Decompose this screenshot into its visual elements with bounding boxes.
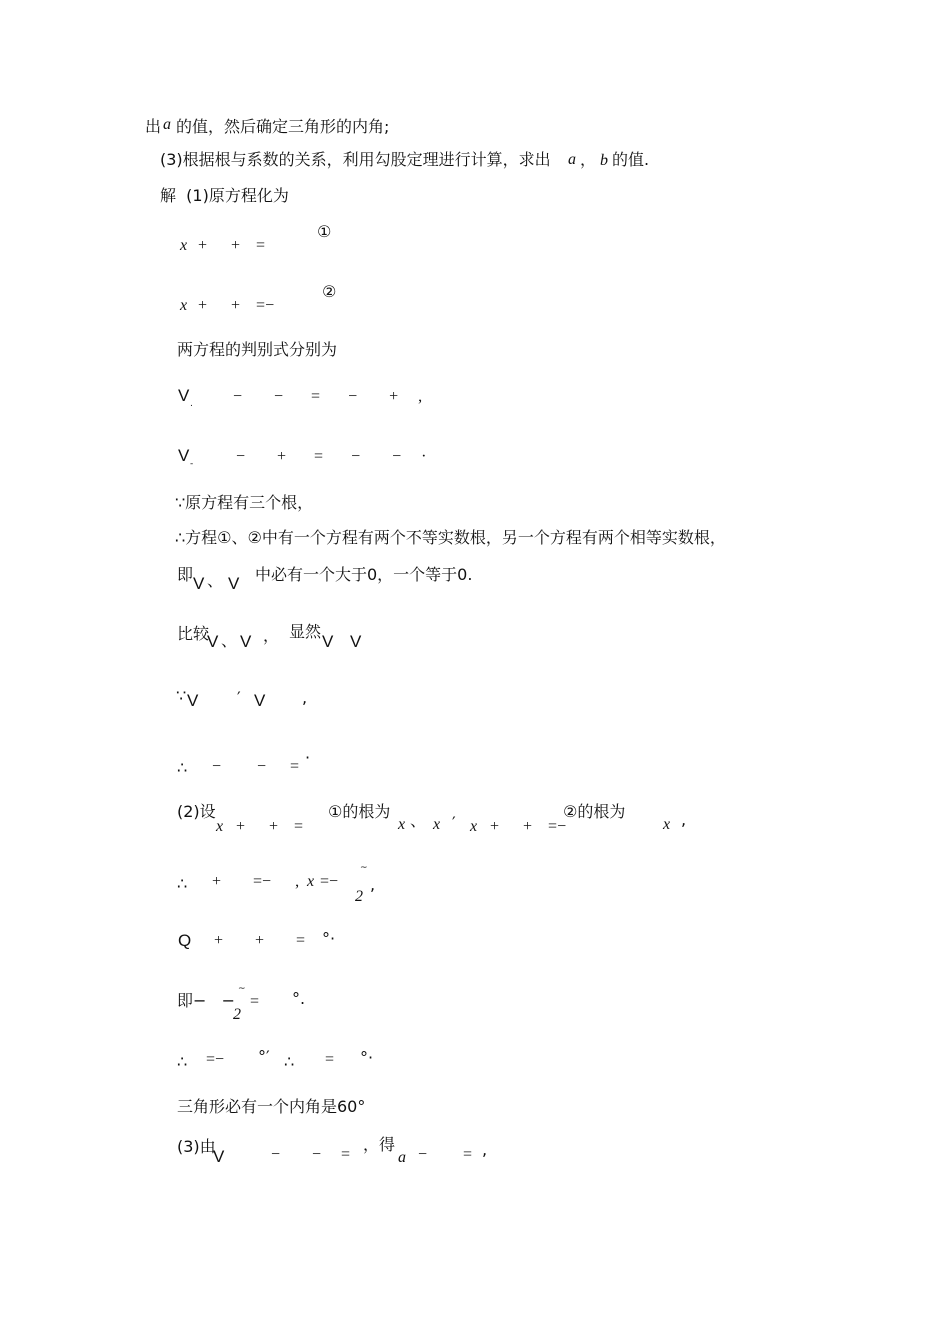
math-var: x <box>433 816 441 833</box>
math-var: x <box>307 873 315 890</box>
text: (3)根据根与系数的关系，利用勾股定理进行计算，求出 <box>160 150 551 169</box>
text: ∴方程①、②中有一个方程有两个不等实数根，另一个方程有两个相等实数根， <box>175 528 726 547</box>
equation: = <box>250 993 260 1010</box>
equation: + + =− <box>198 297 275 314</box>
text: 两方程的判别式分别为 <box>177 340 338 359</box>
equation: + =− , <box>212 873 300 890</box>
delta-symbol: V <box>213 1147 225 1166</box>
delta-symbol: V <box>228 574 240 593</box>
math-var: x <box>180 237 188 254</box>
equation: + + = <box>214 932 306 949</box>
text: 出 <box>145 117 162 136</box>
text: ∴ <box>177 1052 188 1071</box>
text: 、 <box>207 571 224 590</box>
equation: − − = <box>271 1146 351 1163</box>
text: ， <box>580 150 597 169</box>
text: ′ <box>452 813 456 832</box>
text: ~ <box>238 984 246 994</box>
math-var: b <box>600 152 608 169</box>
text: , <box>482 1140 488 1159</box>
math-var: x <box>663 816 671 833</box>
text: ②的根为 <box>563 802 626 821</box>
text: °· <box>322 929 336 948</box>
equation: + + =− <box>490 818 567 835</box>
text: Q <box>178 931 192 950</box>
text: (2)设 <box>177 802 216 821</box>
text: ∴ <box>177 758 188 777</box>
text: ，得 <box>363 1135 396 1154</box>
math-var: x <box>398 816 406 833</box>
text: °′ <box>258 1047 270 1066</box>
equation-label: ① <box>317 222 332 241</box>
text: 、 <box>221 631 238 650</box>
equation: =− <box>320 873 339 890</box>
heading: 解 (1)原方程化为 <box>160 186 289 205</box>
delta-symbol: V <box>207 632 219 651</box>
text: , <box>302 688 308 707</box>
math-var: 2 <box>233 1006 241 1023</box>
text: 的值. <box>612 150 650 169</box>
equation: = <box>325 1051 335 1068</box>
text: ∵原方程有三个根， <box>175 493 314 512</box>
delta-symbol: V <box>240 632 252 651</box>
delta-symbol: V <box>254 691 266 710</box>
text: ①的根为 <box>328 802 391 821</box>
text: 即− − <box>177 991 236 1010</box>
text: ~ <box>360 863 368 873</box>
equation: + + = <box>236 818 304 835</box>
equation: − + = − − · <box>236 448 427 465</box>
text: °. <box>292 989 306 1008</box>
math-var: a <box>398 1149 406 1166</box>
text: °· <box>360 1048 374 1067</box>
text: 三角形必有一个内角是60° <box>177 1097 366 1116</box>
delta-symbol: V <box>187 691 199 710</box>
text: (3)由 <box>177 1137 216 1156</box>
math-var: x <box>216 818 224 835</box>
text: , <box>681 810 687 829</box>
delta-symbol: V <box>178 446 190 465</box>
text: , <box>370 875 376 894</box>
math-var: 2 <box>355 888 363 905</box>
text: ∴ <box>177 874 188 893</box>
math-var: a <box>163 116 171 133</box>
equation: =− <box>206 1051 225 1068</box>
math-var: x <box>470 818 478 835</box>
delta-symbol: V <box>178 386 190 405</box>
text: 比较 <box>177 624 210 643</box>
text: 即 <box>177 565 194 584</box>
equation: − − = <box>212 758 300 775</box>
text: 显然 <box>289 622 322 641</box>
text: 中必有一个大于0，一个等于0. <box>255 565 473 584</box>
delta-symbol: V <box>322 632 334 651</box>
text: ∴ <box>284 1052 295 1071</box>
subscript: - <box>190 459 194 469</box>
equation: + + = <box>198 237 266 254</box>
text: ∵ <box>176 686 187 705</box>
text: ′ <box>237 688 241 707</box>
text: · <box>305 748 311 767</box>
equation: − = <box>418 1146 473 1163</box>
math-var: a <box>568 151 576 168</box>
text: ， <box>263 626 280 645</box>
text: 、 <box>410 811 427 830</box>
text: 的值，然后确定三角形的内角; <box>176 117 390 136</box>
math-var: x <box>180 297 188 314</box>
subscript: . <box>190 399 193 409</box>
delta-symbol: V <box>350 632 362 651</box>
delta-symbol: V <box>193 574 205 593</box>
equation-label: ② <box>322 282 337 301</box>
equation: − − = − + , <box>233 388 423 405</box>
